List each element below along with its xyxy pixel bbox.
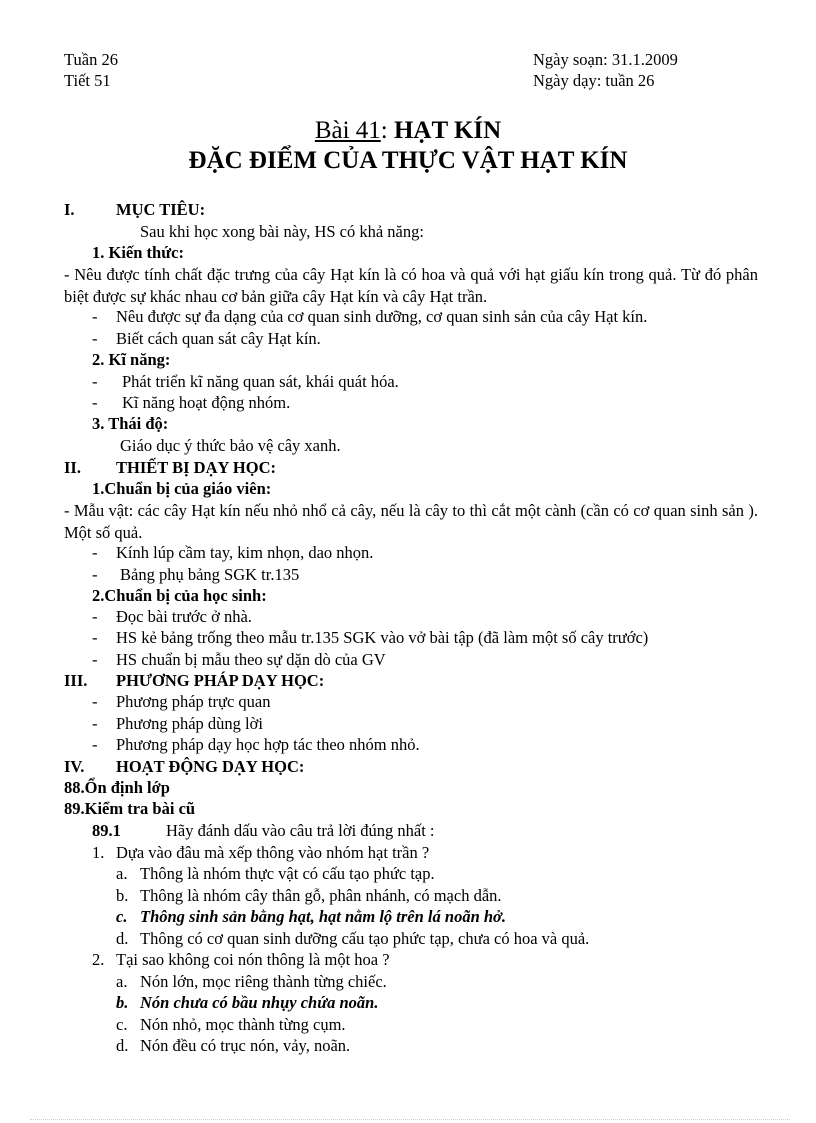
bullet-dash: - — [92, 607, 98, 626]
question-1-option-d: Thông có cơ quan sinh dưỡng cấu tạo phức tạp, chưa có hoa và quả. — [140, 929, 590, 948]
teacher-item-2: Kính lúp cầm tay, kim nhọn, dao nhọn. — [116, 543, 374, 562]
knowledge-item-2: Nêu được sự đa dạng của cơ quan sinh dưỡng, cơ quan sinh sản của cây Hạt kín. — [116, 307, 648, 326]
bullet-dash: - — [92, 628, 98, 647]
question-2-option-d: Nón đều có trục nón, vảy, noãn. — [140, 1036, 351, 1055]
option-label: a. — [116, 864, 128, 883]
question-1-option-a: Thông là nhóm thực vật có cấu tạo phức tạp. — [140, 864, 435, 883]
section2-num: II. — [64, 458, 81, 477]
skills-item-1: Phát triển kĩ năng quan sát, khái quát hóa. — [122, 372, 399, 391]
question-1-option-b: Thông là nhóm cây thân gỗ, phân nhánh, có mạch dẫn. — [140, 886, 502, 905]
lesson-title — [0, 116, 816, 146]
student-prep-heading: 2.Chuẩn bị của học sinh: — [92, 586, 267, 605]
method-item-2: Phương pháp dùng lời — [116, 714, 263, 733]
student-item-3: HS chuẩn bị mẫu theo sự dặn dò của GV — [116, 650, 386, 669]
period-label: Tiết 51 — [64, 71, 111, 90]
knowledge-item-1: - Nêu được tính chất đặc trưng của cây Hạt kín là có hoa và quả với hạt giấu kín trong quả. Từ đó phân biệt được sự khác nhau cơ bản giữa cây Hạt kín và cây Hạt trần. — [64, 265, 758, 306]
section4-heading: HOẠT ĐỘNG DẠY HỌC: — [116, 757, 305, 776]
teacher-item-3: Bảng phụ bảng SGK tr.135 — [120, 565, 300, 584]
bullet-dash: - — [92, 393, 98, 412]
bullet-dash: - — [92, 692, 98, 711]
option-label: c. — [116, 1015, 128, 1034]
review-subnum: 89.1 — [92, 821, 121, 840]
question-2-option-c: Nón nhỏ, mọc thành từng cụm. — [140, 1015, 346, 1034]
teacher-item-1: - Mẫu vật: các cây Hạt kín nếu nhỏ nhổ cả cây, nếu là cây to thì cắt một cành (cần có cơ quan sinh sản ). Một số quả. — [64, 501, 758, 542]
knowledge-item-3: Biết cách quan sát cây Hạt kín. — [116, 329, 321, 348]
option-label: d. — [116, 929, 129, 948]
question-2-text: Tại sao không coi nón thông là một hoa ? — [116, 950, 390, 969]
prep-date: Ngày soạn: 31.1.2009 — [533, 50, 678, 69]
attitude-item-1: Giáo dục ý thức bảo vệ cây xanh. — [120, 436, 341, 455]
question-2-option-a: Nón lớn, mọc riêng thành từng chiếc. — [140, 972, 387, 991]
bullet-dash: - — [92, 650, 98, 669]
knowledge-heading: 1. Kiến thức: — [92, 243, 184, 262]
bullet-dash: - — [92, 735, 98, 754]
question-2-num: 2. — [92, 950, 105, 969]
bullet-dash: - — [92, 329, 98, 348]
teacher-prep-heading: 1.Chuẩn bị của giáo viên: — [92, 479, 272, 498]
review-heading: 89.Kiểm tra bài cũ — [64, 799, 196, 818]
week-label: Tuần 26 — [64, 50, 118, 69]
bullet-dash: - — [92, 543, 98, 562]
method-item-3: Phương pháp dạy học hợp tác theo nhóm nhỏ. — [116, 735, 420, 754]
question-1-text: Dựa vào đâu mà xếp thông vào nhóm hạt trần ? — [116, 843, 430, 862]
section1-num: I. — [64, 200, 75, 219]
lesson-prefix: Bài 41 — [314, 117, 381, 144]
student-item-1: Đọc bài trước ở nhà. — [116, 607, 252, 626]
section4-num: IV. — [64, 757, 85, 776]
bullet-dash: - — [92, 307, 98, 326]
option-label: d. — [116, 1036, 129, 1055]
attitude-heading: 3. Thái độ: — [92, 414, 169, 433]
bullet-dash: - — [92, 372, 98, 391]
question-1-num: 1. — [92, 843, 105, 862]
skills-item-2: Kĩ năng hoạt động nhóm. — [122, 393, 291, 412]
student-item-2: HS kẻ bảng trống theo mẫu tr.135 SGK vào vở bài tập (đã làm một số cây trước) — [116, 628, 649, 647]
lesson-name: HẠT KÍN — [393, 117, 502, 144]
option-label: b. — [116, 886, 129, 905]
page-bottom-rule — [30, 1119, 790, 1120]
section2-heading: THIẾT BỊ DẠY HỌC: — [116, 458, 276, 477]
question-2-option-b-correct: Nón chưa có bầu nhụy chứa noãn. — [140, 993, 379, 1012]
option-label: a. — [116, 972, 128, 991]
option-label: c. — [116, 907, 128, 926]
section1-intro: Sau khi học xong bài này, HS có khả năng: — [140, 222, 424, 241]
section3-num: III. — [64, 671, 88, 690]
review-instruction: Hãy đánh dấu vào câu trả lời đúng nhất : — [166, 821, 435, 840]
lesson-subtitle: ĐẶC ĐIỂM CỦA THỰC VẬT HẠT KÍN — [188, 147, 628, 174]
option-label: b. — [116, 993, 129, 1012]
class-stabilize-heading: 88.Ổn định lớp — [64, 778, 170, 797]
section1-heading: MỤC TIÊU: — [116, 200, 206, 219]
section3-heading: PHƯƠNG PHÁP DẠY HỌC: — [116, 671, 325, 690]
bullet-dash: - — [92, 714, 98, 733]
bullet-dash: - — [92, 565, 98, 584]
teach-date: Ngày dạy: tuần 26 — [533, 71, 655, 90]
method-item-1: Phương pháp trực quan — [116, 692, 271, 711]
skills-heading: 2. Kĩ năng: — [92, 350, 171, 369]
question-1-option-c-correct: Thông sinh sản bằng hạt, hạt nằm lộ trên lá noãn hở. — [140, 907, 507, 926]
lesson-sep: : — [380, 117, 394, 144]
